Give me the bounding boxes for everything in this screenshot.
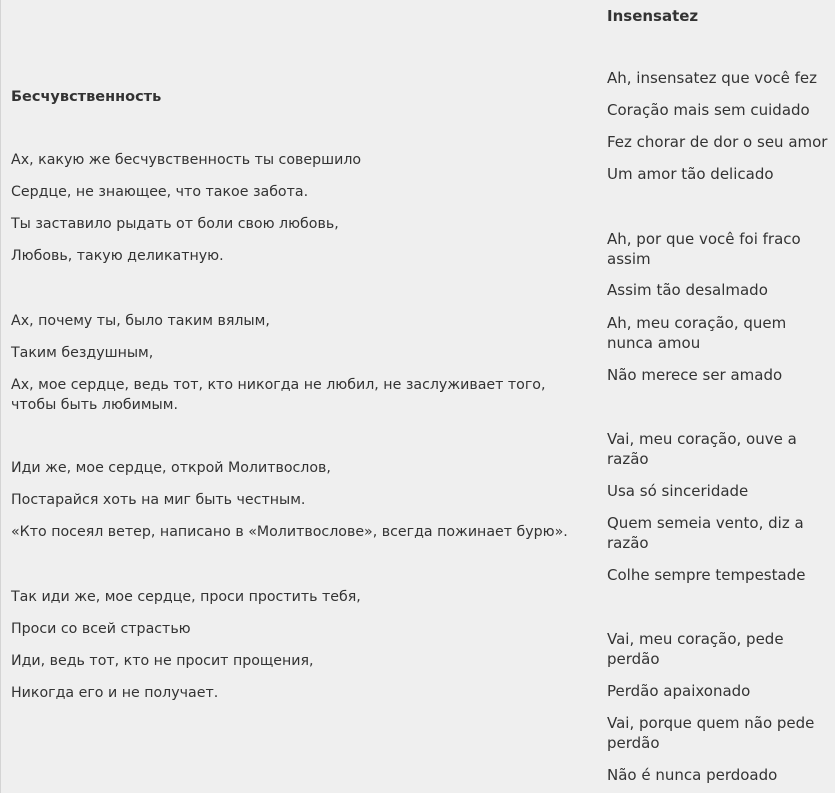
portuguese-line-15: Vai, porque quem não pede perdão [607, 714, 815, 752]
portuguese-line-8: Não merece ser amado [607, 366, 783, 384]
russian-line-3: Ты заставило рыдать от боли свою любовь, [11, 216, 339, 232]
russian-line-2: Сердце, не знающее, что такое забота. [11, 184, 309, 200]
portuguese-line-3: Fez chorar de dor o seu amor [607, 133, 828, 151]
russian-line-13: Иди, ведь тот, кто не просит прощения, [11, 653, 314, 669]
russian-line-10: «Кто посеял ветер, написано в «Молитвослове», всегда пожинает бурю». [11, 524, 568, 540]
russian-line-12: Проси со всей страстью [11, 621, 191, 637]
russian-line-6: Таким бездушным, [11, 345, 154, 361]
portuguese-line-16: Não é nunca perdoado [607, 766, 778, 784]
portuguese-line-12: Colhe sempre tempestade [607, 566, 806, 584]
portuguese-title: Insensatez [607, 7, 699, 25]
russian-line-5: Ах, почему ты, было таким вялым, [11, 313, 270, 329]
portuguese-line-10: Usa só sinceridade [607, 482, 749, 500]
russian-title: Бесчувственность [11, 89, 162, 105]
russian-line-4: Любовь, такую деликатную. [11, 248, 224, 264]
portuguese-line-6: Assim tão desalmado [607, 281, 768, 299]
russian-line-11: Так иди же, мое сердце, проси простить тебя, [11, 589, 361, 605]
portuguese-line-2: Coração mais sem cuidado [607, 101, 810, 119]
russian-line-14: Никогда его и не получает. [11, 685, 219, 701]
portuguese-line-14: Perdão apaixonado [607, 682, 751, 700]
portuguese-line-4: Um amor tão delicado [607, 165, 774, 183]
russian-line-7: Ах, мое сердце, ведь тот, кто никогда не любил, не заслуживает того, чтобы быть любимым. [11, 377, 546, 413]
russian-line-8: Иди же, мое сердце, открой Молитвослов, [11, 460, 331, 476]
russian-line-9: Постарайся хоть на миг быть честным. [11, 492, 306, 508]
portuguese-line-5: Ah, por que você foi fraco assim [607, 230, 801, 268]
portuguese-line-7: Ah, meu coração, quem nunca amou [607, 314, 787, 352]
left-border [0, 0, 1, 793]
portuguese-line-13: Vai, meu coração, pede perdão [607, 630, 784, 668]
portuguese-line-1: Ah, insensatez que você fez [607, 69, 817, 87]
portuguese-line-9: Vai, meu coração, ouve a razão [607, 430, 797, 468]
portuguese-line-11: Quem semeia vento, diz a razão [607, 514, 804, 552]
russian-line-1: Ах, какую же бесчувственность ты совершило [11, 152, 362, 168]
